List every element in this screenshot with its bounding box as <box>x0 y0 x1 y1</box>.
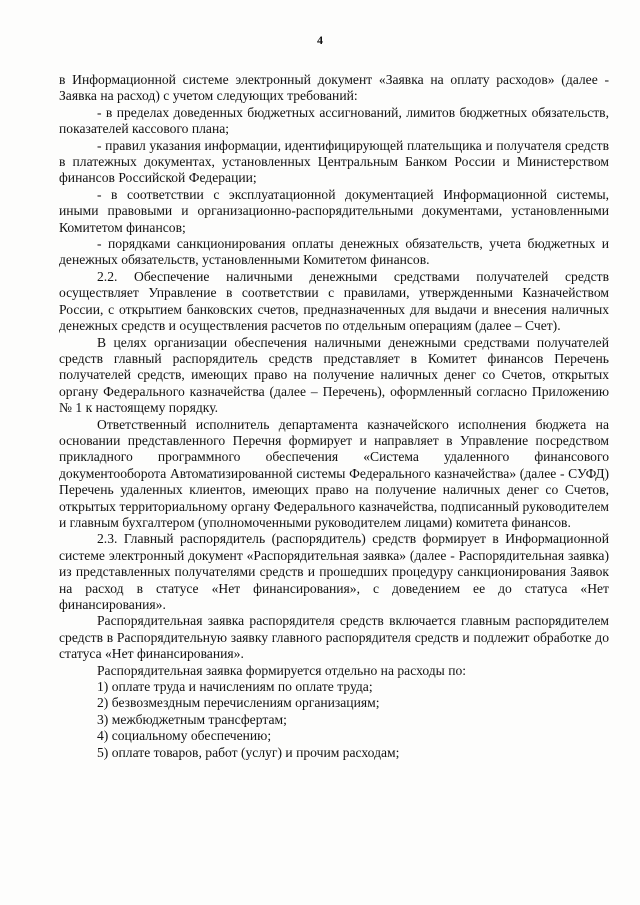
list-item: 1) оплате труда и начислениям по оплате труда; <box>97 679 373 695</box>
paragraph-requirement-procedures: - порядками санкционирования оплаты денежных обязательств, учета бюджетных и денежных обязательств, установленными Комитетом финансов. <box>59 236 609 268</box>
list-item: 5) оплате товаров, работ (услуг) и прочим расходам; <box>97 744 400 760</box>
list-item: 2) безвозмездным перечислениям организациям; <box>97 695 380 711</box>
paragraph-order-inclusion: Распорядительная заявка распорядителя средств включается главным распорядителем средств в Распорядительную заявку главного распорядителя средств и подлежит обработке до статуса «Нет финансирования». <box>59 613 609 662</box>
document-body <box>59 72 609 761</box>
paragraph-requirement-limits: - в пределах доведенных бюджетных ассигнований, лимитов бюджетных обязательств, показателей кассового плана; <box>59 104 609 137</box>
list-item: 4) социальному обеспечению; <box>97 728 272 744</box>
paragraph-responsible-executor: Ответственный исполнитель департамента казначейского исполнения бюджета на основании представленного Перечня формирует и направляет в Управление посредством прикладного программного обеспечения «Система удаленного финансового документооборота Автоматизированной системы Федерального казначейства» (далее - СУФД) Перечень удаленных клиентов, имеющих право на получение наличных денег со Счетов, открытых территориальному органу Федерального казначейства, подписанный руководителем и главным бухгалтером (уполномоченными руководителем лицами) комитета финансов. <box>59 416 609 530</box>
paragraph-requirement-documentation: - в соответствии с эксплуатационной документацией Информационной системы, иными правовыми и организационно-распорядительными документами, установленными Комитетом финансов; <box>59 186 609 235</box>
paragraph-intro: в Информационной системе электронный документ «Заявка на оплату расходов» (далее - Заявка на расход) с учетом следующих требований: <box>59 72 609 104</box>
paragraph-requirement-rules: - правил указания информации, идентифицирующей плательщика и получателя средств в платежных документах, установленных Центральным Банком России и Министерством финансов Российской Федерации; <box>59 137 609 186</box>
paragraph-section-2-2: 2.2. Обеспечение наличными денежными средствами получателей средств осуществляет Управление в соответствии с правилами, утвержденными Казначейством России, с открытием банковских счетов, предназначенных для выдачи и внесения наличных денежных средств и осуществления расчетов по отдельным операциям (далее – Счет). <box>59 268 609 334</box>
paragraph-cash-list: В целях организации обеспечения наличными денежными средствами получателей средств главный распорядитель средств представляет в Комитет финансов Перечень получателей средств, имеющих право на получение наличных денег со Счетов, открытых органу Федерального казначейства (далее – Перечень), оформленный согласно Приложению № 1 к настоящему порядку. <box>59 334 609 416</box>
list-item: 3) межбюджетным трансфертам; <box>97 711 287 727</box>
paragraph-section-2-3: 2.3. Главный распорядитель (распорядитель) средств формирует в Информационной системе электронный документ «Распорядительная заявка» (далее - Распорядительная заявка) из представленных получателями средств и прошедших процедуру санкционирования Заявок на расход в статусе «Нет финансирования», с доведением ее до статуса «Нет финансирования». <box>59 531 609 612</box>
page-number: 4 <box>317 33 323 47</box>
paragraph-order-formation: Распорядительная заявка формируется отдельно на расходы по: <box>97 662 467 678</box>
